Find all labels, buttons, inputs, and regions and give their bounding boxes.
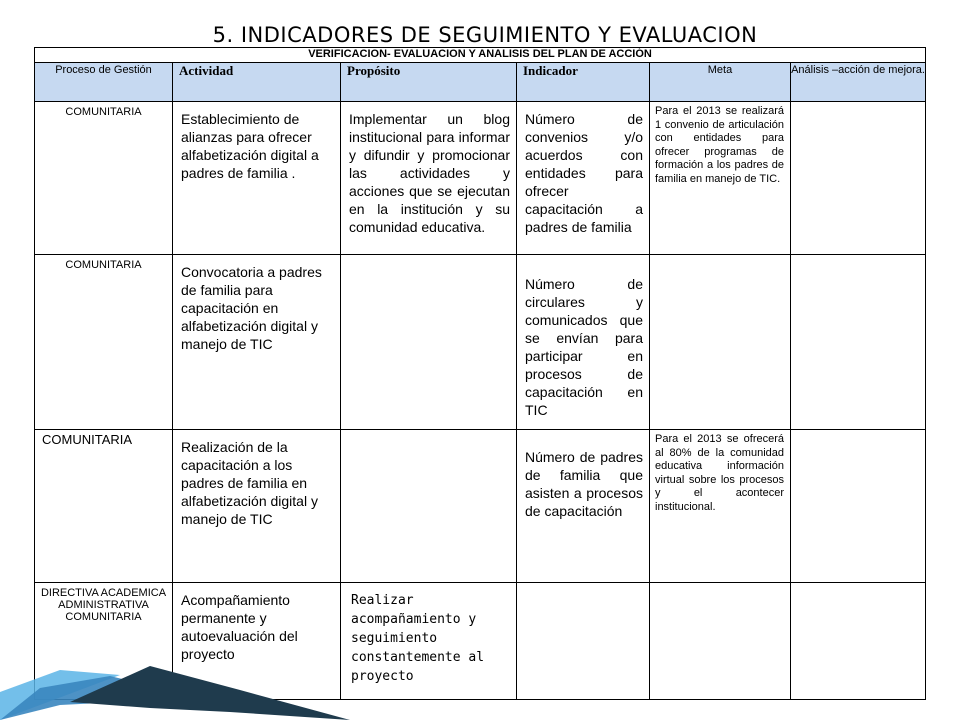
- cell-proposito: [341, 255, 517, 430]
- table-row: [35, 255, 926, 430]
- cell-indicador: [517, 583, 650, 700]
- header-meta: Meta: [650, 63, 791, 102]
- header-proceso: Proceso de Gestión: [35, 63, 173, 102]
- cell-proceso: COMUNITARIA: [35, 430, 173, 583]
- header-indicador: Indicador: [517, 63, 650, 102]
- cell-analisis: [791, 255, 926, 430]
- cell-proceso: COMUNITARIA: [35, 102, 173, 255]
- cell-meta: [650, 583, 791, 700]
- cell-meta: [650, 255, 791, 430]
- header-row: [35, 63, 926, 102]
- cell-indicador: Número de convenios y/o acuerdos con entidades para ofrecer capacitación a padres de familia: [517, 102, 650, 255]
- table-banner: VERIFICACION- EVALUACION Y ANALISIS DEL PLAN DE ACCIÓN: [35, 48, 926, 63]
- cell-meta: Para el 2013 se realizará 1 convenio de articulación con entidades para ofrecer programas de formación a los padres de familia en manejo de TIC.: [650, 102, 791, 255]
- cell-actividad: Convocatoria a padres de familia para capacitación en alfabetización digital y manejo de TIC: [173, 255, 341, 430]
- cell-actividad: Acompañamiento permanente y autoevaluación del proyecto: [173, 583, 341, 700]
- header-analisis: Análisis –acción de mejora.: [791, 63, 926, 102]
- table-row: [35, 583, 926, 700]
- evaluation-table: [34, 47, 926, 700]
- cell-analisis: [791, 102, 926, 255]
- cell-analisis: [791, 583, 926, 700]
- cell-meta: Para el 2013 se ofrecerá al 80% de la comunidad educativa información virtual sobre los procesos y el acontecer institucional.: [650, 430, 791, 583]
- cell-proposito: [341, 430, 517, 583]
- cell-analisis: [791, 430, 926, 583]
- cell-actividad: Realización de la capacitación a los padres de familia en alfabetización digital y manejo de TIC: [173, 430, 341, 583]
- cell-proposito: Implementar un blog institucional para informar y difundir y promocionar las actividades y acciones que se ejecutan en la institución y su comunidad educativa.: [341, 102, 517, 255]
- cell-indicador: Número de circulares y comunicados que se envían para participar en procesos de capacitación en TIC: [517, 255, 650, 430]
- header-proposito: Propósito: [341, 63, 517, 102]
- cell-indicador: Número de padres de familia que asisten a procesos de capacitación: [517, 430, 650, 583]
- table-banner-row: [35, 48, 926, 63]
- cell-actividad: Establecimiento de alianzas para ofrecer alfabetización digital a padres de familia .: [173, 102, 341, 255]
- table-row: [35, 102, 926, 255]
- cell-proceso: COMUNITARIA: [35, 255, 173, 430]
- cell-proposito: Realizar acompañamiento y seguimiento constantemente al proyecto: [341, 583, 517, 700]
- header-actividad: Actividad: [173, 63, 341, 102]
- cell-proceso: DIRECTIVA ACADEMICA ADMINISTRATIVA COMUNITARIA: [35, 583, 173, 700]
- table-row: [35, 430, 926, 583]
- page-title: 5. INDICADORES DE SEGUIMIENTO Y EVALUACION: [212, 23, 758, 47]
